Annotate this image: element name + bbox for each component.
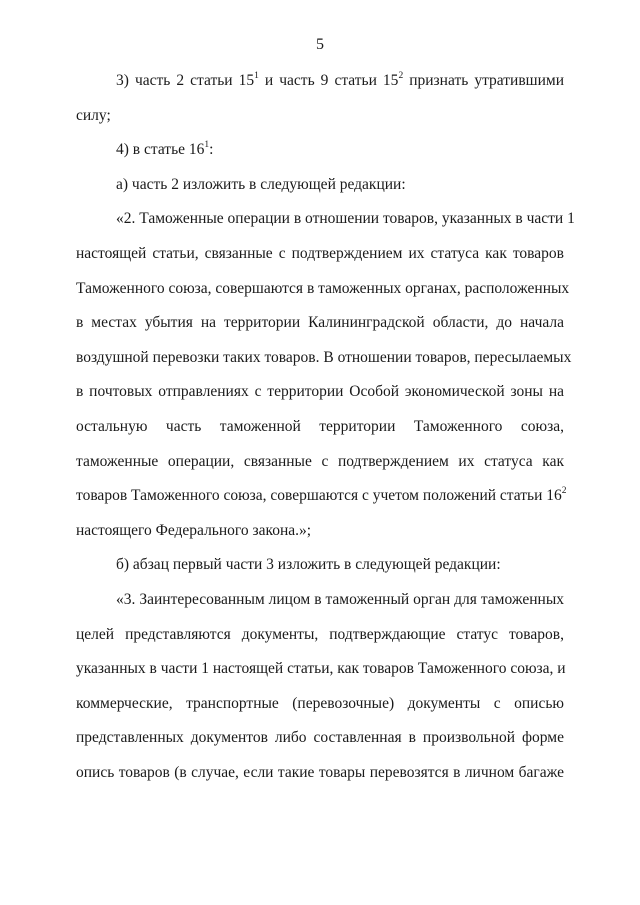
- text-segment: остальную часть таможенной территории Таможенного союза,: [76, 417, 564, 435]
- text-line: [76, 652, 564, 687]
- text-segment: таможенные операции, связанные с подтверждением их статуса как: [76, 452, 564, 470]
- text-line: [76, 410, 564, 445]
- text-segment: настоящего Федерального закона.»;: [76, 521, 312, 539]
- text-segment: целей представляются документы, подтверждающие статус товаров,: [76, 625, 564, 643]
- page-number: 5: [316, 36, 324, 53]
- text-segment: указанных в части 1 настоящей статьи, как товаров Таможенного союза, и: [76, 660, 566, 678]
- text-line: [76, 64, 564, 99]
- text-segment: признать утратившими: [403, 72, 564, 89]
- text-line: [76, 133, 564, 168]
- text-segment: 3) часть 2 статьи 15: [116, 72, 255, 89]
- text-line: [76, 237, 564, 272]
- text-segment: и часть 9 статьи 15: [258, 72, 399, 89]
- superscript: 1: [254, 71, 259, 81]
- text-line: [76, 341, 572, 376]
- superscript: 1: [204, 140, 210, 151]
- text-segment: :: [209, 141, 214, 159]
- text-line: [76, 687, 564, 722]
- text-line: [76, 721, 564, 756]
- text-line: [76, 272, 570, 307]
- text-line: [76, 618, 564, 653]
- text-segment: опись товаров (в случае, если такие товары перевозятся в личном багаже: [76, 763, 564, 781]
- text-segment: силу;: [76, 106, 111, 124]
- text-line: [76, 756, 564, 791]
- text-line: [76, 99, 564, 134]
- text-segment: Таможенного союза, совершаются в таможенных органах, расположенных: [76, 279, 570, 297]
- text-segment: воздушной перевозки таких товаров. В отношении товаров, пересылаемых: [76, 348, 572, 366]
- text-line: [76, 168, 564, 203]
- text-line: [76, 479, 567, 514]
- text-segment: б) абзац первый части 3 изложить в следующей редакции:: [116, 556, 501, 574]
- superscript: 2: [398, 71, 404, 81]
- text-line: [76, 202, 575, 237]
- document-body: [76, 64, 575, 790]
- text-line: [76, 375, 564, 410]
- text-segment: товаров Таможенного союза, совершаются с учетом положений статьи 16: [76, 487, 562, 505]
- text-line: [76, 514, 564, 549]
- text-segment: представленных документов либо составленная в произвольной форме: [76, 729, 564, 747]
- text-line: [76, 306, 564, 341]
- text-line: [76, 583, 564, 618]
- text-segment: «3. Заинтересованным лицом в таможенный орган для таможенных: [116, 590, 564, 608]
- text-segment: 4) в статье 16: [116, 141, 205, 159]
- text-segment: а) часть 2 изложить в следующей редакции:: [116, 175, 406, 193]
- text-segment: настоящей статьи, связанные с подтверждением их статуса как товаров: [76, 244, 564, 262]
- text-segment: в почтовых отправлениях с территории Особой экономической зоны на: [76, 383, 564, 401]
- text-segment: коммерческие, транспортные (перевозочные) документы с описью: [76, 694, 564, 712]
- text-line: [76, 445, 564, 480]
- text-line: [76, 548, 564, 583]
- text-segment: «2. Таможенные операции в отношении товаров, указанных в части 1: [116, 210, 575, 228]
- text-segment: в местах убытия на территории Калининградской области, до начала: [76, 314, 564, 332]
- superscript: 2: [561, 486, 567, 497]
